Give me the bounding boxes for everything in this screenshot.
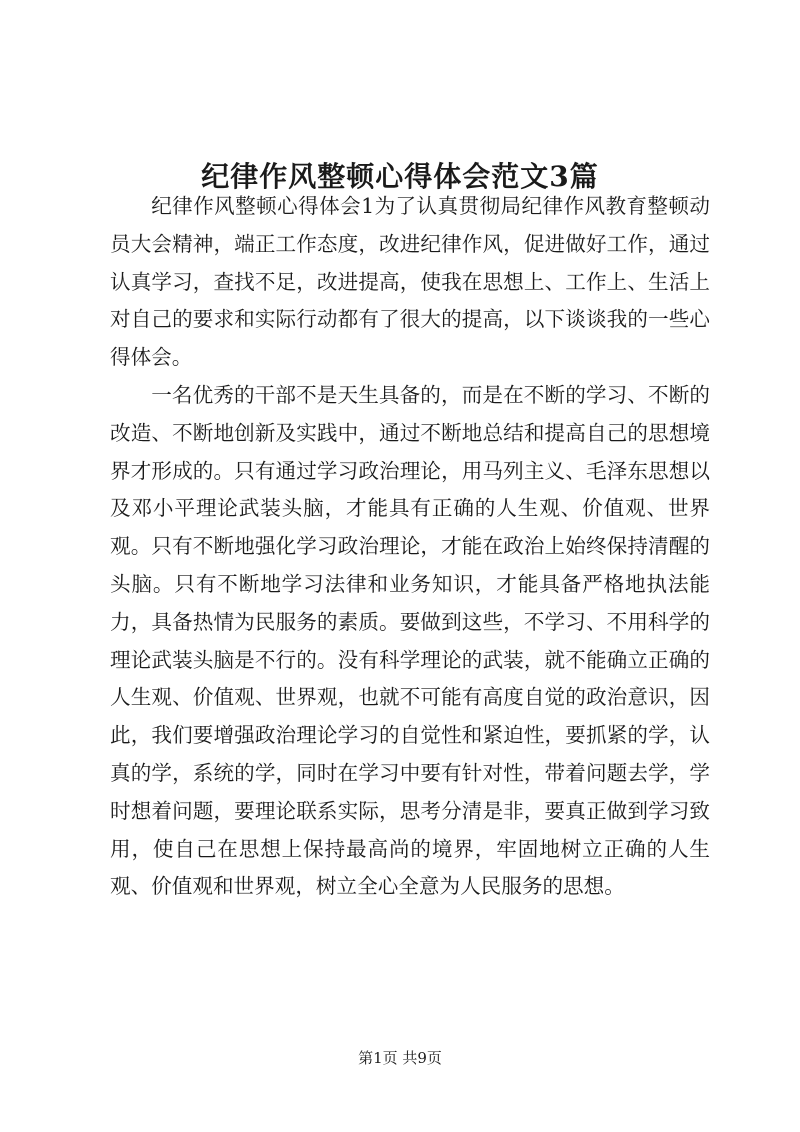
paragraph-2: 一名优秀的干部不是天生具备的，而是在不断的学习、不断的改造、不断地创新及实践中，通过不断地总结和提高自己的思想境界才形成的。只有通过学习政治理论，用马列主义、毛泽东思想以及邓小平理论武装头脑，才能具有正确的人生观、价值观、世界观。只有不断地强化学习政治理论，才能在政治上始终保持清醒的头脑。只有不断地学习法律和业务知识，才能具备严格地执法能力，具备热情为民服务的素质。要做到这些，不学习、不用科学的理论武装头脑是不行的。没有科学理论的武装，就不能确立正确的人生观、价值观、世界观，也就不可能有高度自觉的政治意识，因此，我们要增强政治理论学习的自觉性和紧迫性，要抓紧的学，认真的学，系统的学，同时在学习中要有针对性，带着问题去学，学时想着问题，要理论联系实际，思考分清是非，要真正做到学习致用，使自己在思想上保持最高尚的境界，牢固地树立正确的人生观、价值观和世界观，树立全心全意为人民服务的思想。: [110, 382, 710, 899]
document-title: 纪律作风整顿心得体会范文3篇: [201, 159, 599, 193]
paragraph-1: 纪律作风整顿心得体会1为了认真贯彻局纪律作风教育整顿动员大会精神，端正工作态度，改进纪律作风，促进做好工作，通过认真学习，查找不足，改进提高，使我在思想上、工作上、生活上对自己的要求和实际行动都有了很大的提高，以下谈谈我的一些心得体会。: [110, 194, 710, 370]
document-body: [110, 188, 710, 906]
page-number-footer: 第1页 共9页: [358, 1049, 442, 1067]
